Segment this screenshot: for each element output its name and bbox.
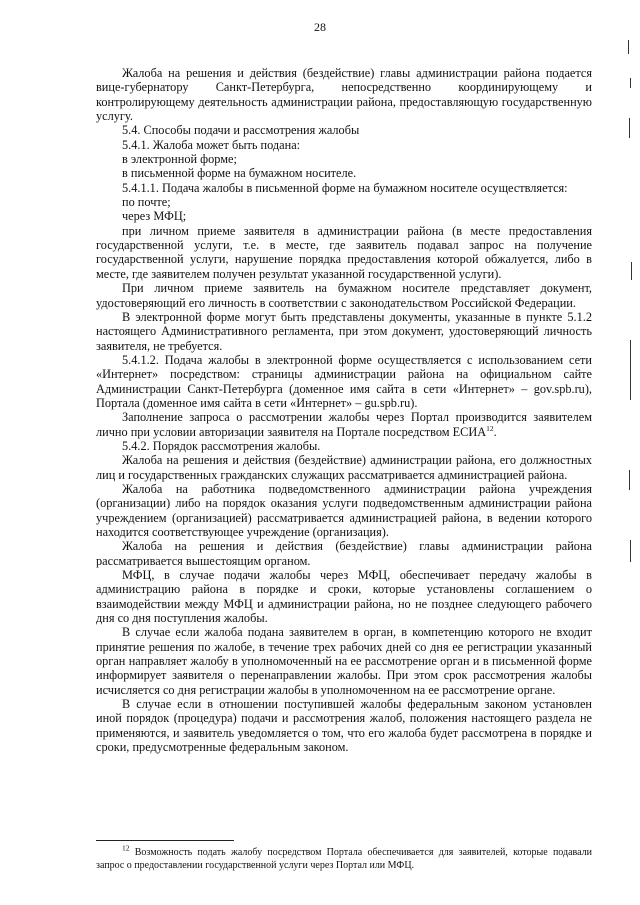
paragraph-tail: .: [493, 424, 497, 439]
scan-artifact: [629, 470, 630, 490]
paragraph: 5.4.1.2. Подача жалобы в электронной форме осуществляется с использованием сети «Интернет» посредством: страницы администрации района на официальном сайте Администрации Санкт-Петербурга (доменное имя сайта в сети «Интернет» – gov.spb.ru), Портала (доменное имя сайта в сети «Интернет» – gu.spb.ru).: [96, 352, 592, 410]
list-item: в электронной форме;: [122, 152, 237, 167]
scan-artifact: [630, 540, 631, 562]
footnote-reference: 12: [486, 423, 494, 433]
paragraph: МФЦ, в случае подачи жалобы через МФЦ, обеспечивает передачу жалобы в администрацию района в порядке и сроки, которые установлены соглашением о взаимодействии между МФЦ и администрации района, но не позднее следующего рабочего дня со дня поступления жалобы.: [96, 568, 592, 626]
paragraph: 5.4.1. Жалоба может быть подана:: [122, 137, 301, 152]
list-item: через МФЦ;: [122, 209, 187, 224]
scan-artifact: [630, 78, 631, 88]
paragraph: Жалоба на решения и действия (бездействие) главы администрации района рассматривается вышестоящим органом.: [96, 539, 592, 568]
scan-artifact: [630, 340, 631, 400]
document-body: [96, 66, 592, 755]
list-item: по почте;: [122, 195, 171, 210]
section-heading: 5.4.2. Порядок рассмотрения жалобы.: [122, 438, 321, 453]
list-item: в письменной форме на бумажном носителе.: [122, 166, 357, 181]
paragraph: 5.4.1.1. Подача жалобы в письменной форме на бумажном носителе осуществляется:: [122, 180, 568, 195]
paragraph: При личном приеме заявитель на бумажном носителе представляет документ, удостоверяющий его личность в соответствии с законодательством Российской Федерации.: [96, 281, 592, 310]
paragraph: [96, 410, 592, 439]
paragraph: Жалоба на решения и действия (бездействие) администрации района, его должностных лиц и государственных гражданских служащих рассматривается администрацией района.: [96, 453, 592, 482]
scan-artifact: [628, 40, 629, 54]
paragraph: В случае если жалоба подана заявителем в орган, в компетенцию которого не входит принятие решения по жалобе, в течение трех рабочих дней со дня ее регистрации указанный орган направляет жалобу в уполномоченный на ее рассмотрение орган и в письменной форме информирует заявителя о перенаправлении жалобы. При этом срок рассмотрения жалобы исчисляется со дня регистрации жалобы в уполномоченном на ее рассмотрение органе.: [96, 625, 592, 697]
footnote-divider: [96, 840, 234, 841]
footnote-text: Возможность подать жалобу посредством Портала обеспечивается для заявителей, которые подавали запрос о предоставлении государственной услуги через Портал или МФЦ.: [96, 847, 592, 871]
page-number: 28: [314, 20, 326, 34]
paragraph: Жалоба на решения и действия (бездействие) главы администрации района подается вице-губернатору Санкт-Петербурга, непосредственно координирующему и контролирующему деятельность администрации района, предоставляющую государственную услугу.: [96, 66, 592, 124]
footnote: [96, 843, 592, 872]
paragraph-text: Заполнение запроса о рассмотрении жалобы через Портал производится заявителем лично при условии авторизации заявителя на Портале посредством ЕСИА: [96, 410, 592, 439]
paragraph: Жалоба на работника подведомственного администрации района учреждения (организации) либо на порядок оказания услуги подведомственным администрации района учреждением (организацией) рассматривается администрацией района, в ведении которого находится соответствующее учреждение (организация).: [96, 481, 592, 539]
list-item: при личном приеме заявителя в администрации района (в месте предоставления государственной услуги, т.е. в месте, где заявитель подавал запрос на получение государственной услуги, нарушение порядка предоставления которой обжалуется, либо в месте, где заявителем получен результат указанной государственной услуги).: [96, 223, 592, 281]
paragraph: В электронной форме могут быть представлены документы, указанные в пункте 5.1.2 настоящего Административного регламента, при этом документ, удостоверяющий личность заявителя, не требуется.: [96, 309, 592, 353]
section-heading: 5.4. Способы подачи и рассмотрения жалобы: [122, 123, 360, 138]
scan-artifact: [631, 262, 632, 280]
scan-artifact: [629, 118, 630, 138]
footnote-marker: 12: [122, 843, 130, 853]
paragraph: В случае если в отношении поступившей жалобы федеральным законом установлен иной порядок (процедура) подачи и рассмотрения жалоб, положения настоящего раздела не применяются, и заявитель уведомляется о том, что его жалоба будет рассмотрена в порядке и сроки, предусмотренные федеральным законом.: [96, 697, 592, 755]
